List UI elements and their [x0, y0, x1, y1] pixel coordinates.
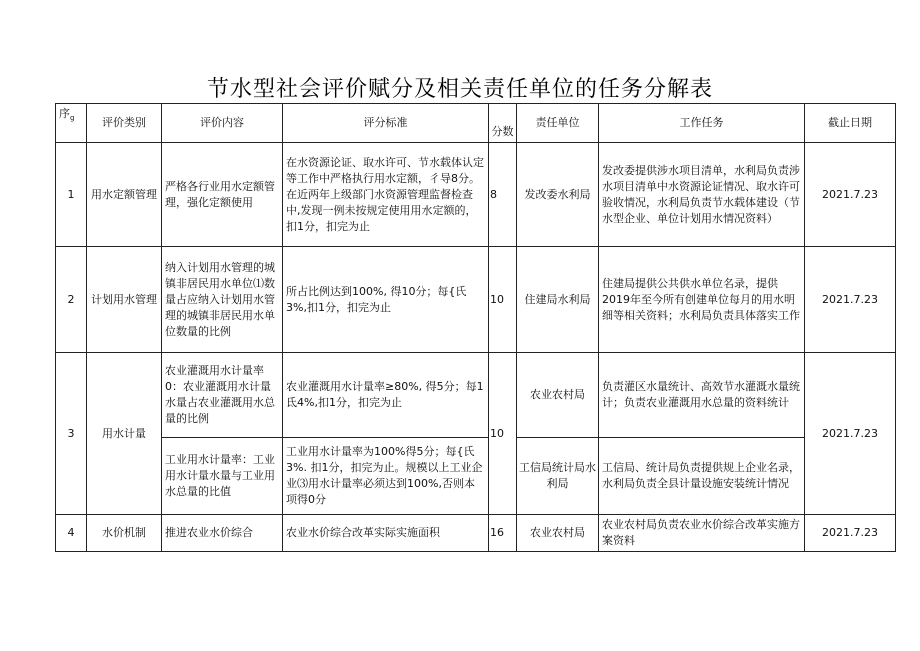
cell-unit: 农业农村局: [517, 515, 599, 552]
cell-category: 用水计量: [87, 353, 162, 515]
cell-task: 农业农村局负责农业水价综合改革实施方案资料: [599, 515, 805, 552]
header-seq: [56, 104, 87, 143]
header-unit: 责任单位: [517, 104, 599, 143]
cell-unit: 住建局水利局: [517, 247, 599, 353]
cell-unit: 发改委水利局: [517, 143, 599, 247]
cell-task: 负责灌区水量统计、高效节水灌溉水量统计；负责农业灌溉用水总量的资料统计: [599, 353, 805, 438]
cell-deadline: 2021.7.23: [805, 247, 896, 353]
cell-seq: 4: [56, 515, 87, 552]
table-row: [56, 438, 896, 515]
table-row: [56, 143, 896, 247]
header-row: [56, 104, 896, 143]
cell-content: 纳入计划用水管理的城镇非居民用水单位⑴数量占应纳入计划用水管理的城镇非居民用水单位数量的比例: [162, 247, 283, 353]
cell-score: 16: [489, 515, 517, 552]
cell-deadline: 2021.7.23: [805, 143, 896, 247]
cell-category: 用水定额管理: [87, 143, 162, 247]
header-category: 评价类别: [87, 104, 162, 143]
cell-deadline: 2021.7.23: [805, 353, 896, 515]
cell-score: 10: [489, 247, 517, 353]
header-deadline: 截止日期: [805, 104, 896, 143]
cell-category: 计划用水管理: [87, 247, 162, 353]
header-seq-label: 序: [59, 107, 70, 120]
task-table: [55, 103, 896, 552]
cell-standard: 农业水价综合改革实际实施面积: [283, 515, 489, 552]
cell-seq: 3: [56, 353, 87, 515]
page-title: 节水型社会评价赋分及相关责任单位的任务分解表: [206, 77, 713, 102]
cell-standard: 在水资源论证、取水许可、节水载体认定等工作中严格执行用水定额，彳导8分。在近两年上级部门水资源管理监督检查中,发现一例未按规定使用用水定额的，扣1分，扣完为止: [283, 143, 489, 247]
table-row: [56, 353, 896, 438]
header-standard: 评分标准: [283, 104, 489, 143]
cell-deadline: 2021.7.23: [805, 515, 896, 552]
table-row: [56, 247, 896, 353]
cell-score: 8: [489, 143, 517, 247]
cell-category: 水价机制: [87, 515, 162, 552]
header-task: 工作任务: [599, 104, 805, 143]
cell-standard: 农业灌溉用水计量率≥80%, 得5分；每1氐4%,扣1分，扣完为止: [283, 353, 489, 438]
cell-score: 10: [489, 353, 517, 515]
cell-task: 工信局、统计局负责提供规上企业名录，水利局负责全县计量设施安装统计情况: [599, 438, 805, 515]
cell-standard: 工业用水计量率为100%得5分；每{氏3%. 扣1分，扣完为止。规模以上工业企业⑶用水计量率必须达到100%,否则本项得0分: [283, 438, 489, 515]
cell-unit: 工信局统计局水利局: [517, 438, 599, 515]
header-content: 评价内容: [162, 104, 283, 143]
cell-content: 严格各行业用水定额管理，强化定额使用: [162, 143, 283, 247]
cell-standard: 所占比例达到100%, 得10分；每{氏3%,扣1分，扣完为止: [283, 247, 489, 353]
cell-content: 推进农业水价综合: [162, 515, 283, 552]
cell-task: 发改委提供涉水项目清单，水利局负责涉水项目清单中水资源论证情况、取水许可验收情况，水利局负责节水载体建设（节水型企业、单位计划用水情况资料）: [599, 143, 805, 247]
cell-content: 工业用水计量率：工业用水计量水量与工业用水总量的比值: [162, 438, 283, 515]
table-row: [56, 515, 896, 552]
header-seq-suffix: g: [70, 114, 75, 123]
cell-unit: 农业农村局: [517, 353, 599, 438]
header-score: 分数: [489, 104, 517, 143]
cell-task: 住建局提供公共供水单位名录，提供2019年至今所有创建单位每月的用水明细等相关资料；水利局负责具体落实工作: [599, 247, 805, 353]
cell-content: 农业灌溉用水计量率0：农业灌溉用水计量水量占农业灌溉用水总量的比例: [162, 353, 283, 438]
cell-seq: 1: [56, 143, 87, 247]
cell-seq: 2: [56, 247, 87, 353]
